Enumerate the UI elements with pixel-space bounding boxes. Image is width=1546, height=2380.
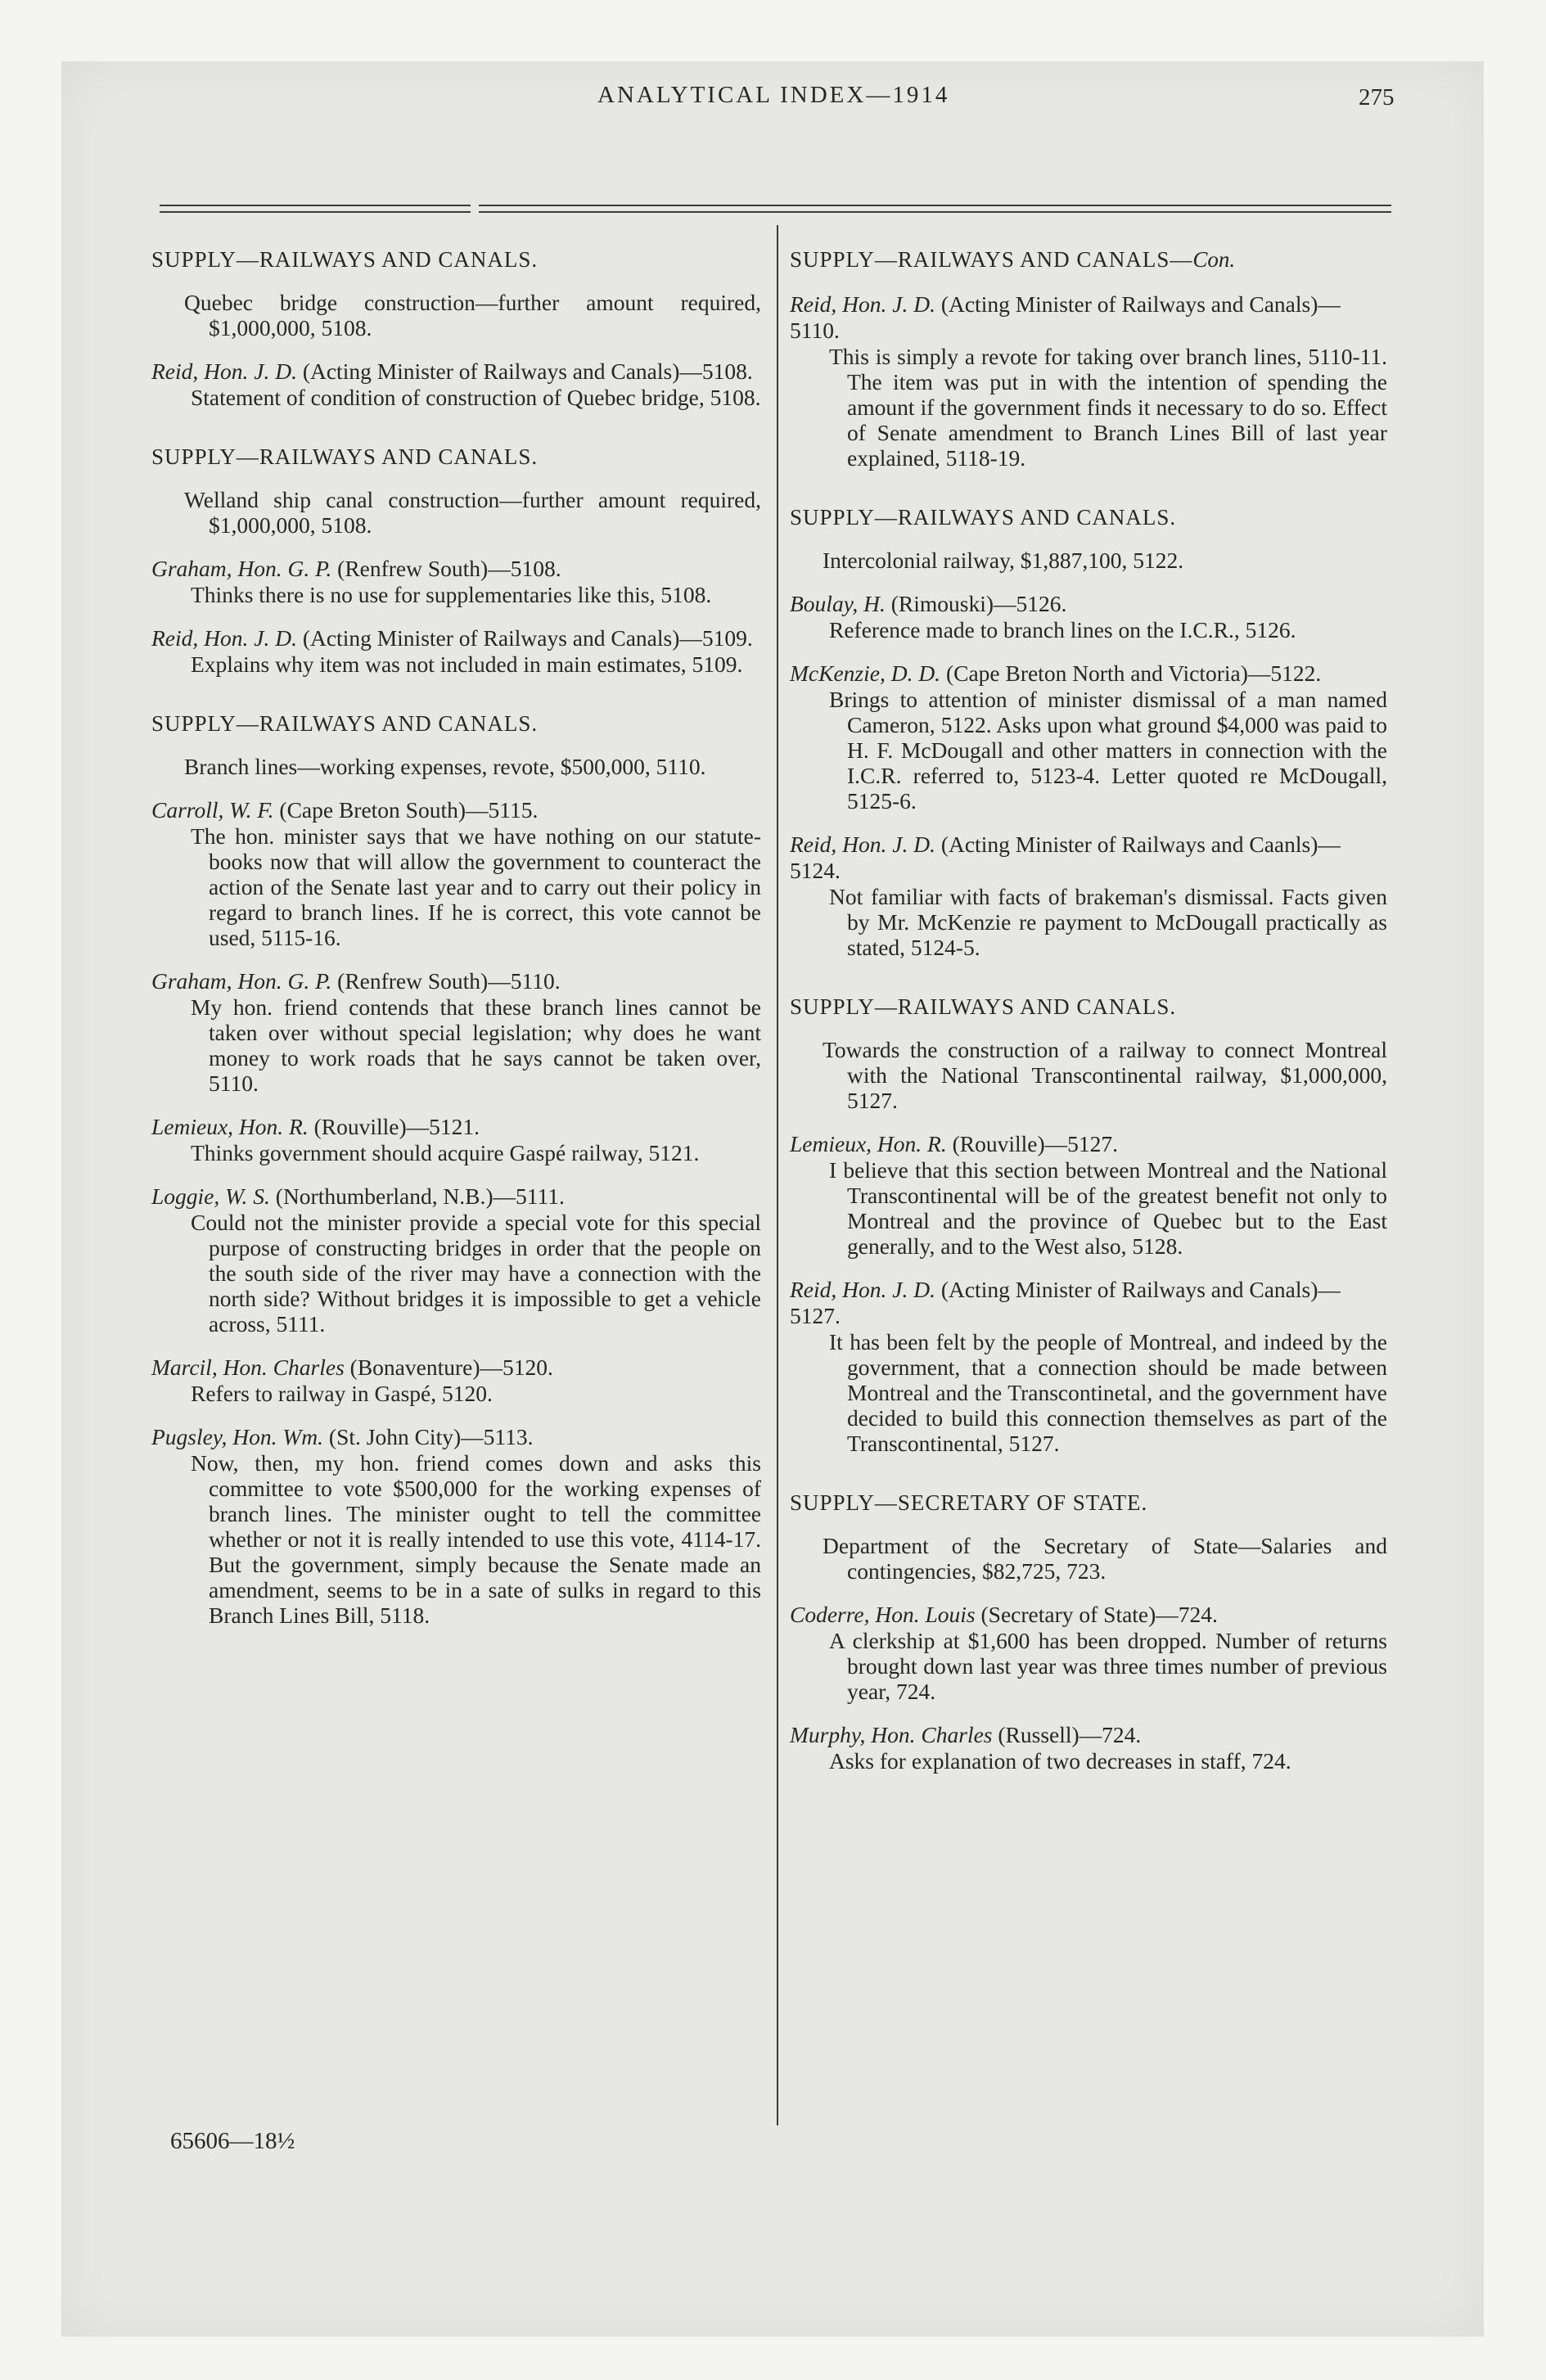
speaker-details: (Renfrew South)—5108.	[331, 556, 561, 581]
column-divider	[777, 225, 778, 2125]
speaker-entry	[151, 556, 761, 607]
supply-item: Branch lines—working expenses, revote, $500,000, 5110.	[184, 754, 706, 779]
section-heading-text: SUPPLY—RAILWAYS AND CANALS.	[790, 505, 1177, 530]
entry-summary: Not familiar with facts of brakeman's dismissal. Facts given by Mr. McKenzie re payment to McDougall practically as stated, 5124-5.	[829, 884, 1387, 960]
entry-summary: This is simply a revote for taking over branch lines, 5110-11. The item was put in with the intention of spending the amount if the government finds it necessary to do so. Effect of Senate amendment to Branch Lines Bill of last year explained, 5118-19.	[829, 344, 1387, 471]
speaker-details: (Acting Minister of Railways and Canals)—5109.	[296, 625, 753, 651]
running-title: ANALYTICAL INDEX—1914	[597, 82, 950, 108]
index-section	[790, 1489, 1387, 1774]
section-heading-text: SUPPLY—RAILWAYS AND CANALS—	[790, 247, 1193, 272]
speaker-details: (Rimouski)—5126.	[885, 591, 1067, 616]
supply-item: Department of the Secretary of State—Salaries and contingencies, $82,725, 723.	[823, 1533, 1387, 1584]
speaker-entry	[790, 1722, 1387, 1774]
entry-summary: Now, then, my hon. friend comes down and asks this committee to vote $500,000 for the working expenses of branch lines. The minister ought to tell the committee whether or not it is really intended to use this vote, 4114-17. But the government, simply because the Senate made an amendment, seems to be in a sate of sulks in regard to this Branch Lines Bill, 5118.	[191, 1450, 761, 1628]
supply-item: Welland ship canal construction—further amount required, $1,000,000, 5108.	[184, 487, 761, 538]
index-section	[790, 503, 1387, 960]
supply-item: Intercolonial railway, $1,887,100, 5122.	[823, 548, 1184, 573]
section-heading-text: SUPPLY—RAILWAYS AND CANALS.	[790, 994, 1177, 1019]
speaker-entry	[790, 1131, 1387, 1259]
printer-signature: 65606—18½	[170, 2128, 295, 2154]
speaker-entry	[790, 1277, 1387, 1456]
speaker-name: Lemieux, Hon. R.	[151, 1114, 309, 1139]
speaker-name: Coderre, Hon. Louis	[790, 1602, 976, 1627]
header-rule-left-bottom	[160, 211, 471, 213]
speaker-entry	[151, 797, 761, 950]
speaker-details: (Northumberland, N.B.)—5111.	[269, 1183, 565, 1209]
speaker-line	[151, 1114, 761, 1140]
section-heading	[790, 1489, 1387, 1517]
index-section	[151, 443, 761, 677]
supply-item: Towards the construction of a railway to connect Montreal with the National Transcontinental railway, $1,000,000, 5127.	[823, 1037, 1387, 1113]
speaker-name: Carroll, W. F.	[151, 797, 274, 823]
speaker-entry	[151, 358, 761, 410]
speaker-name: Reid, Hon. J. D.	[790, 291, 935, 317]
right-column	[790, 246, 1387, 1774]
speaker-line	[790, 1277, 1387, 1329]
speaker-details: (Acting Minister of Railways and Canals)—5108.	[296, 358, 753, 384]
speaker-entry	[151, 1424, 761, 1628]
page-number: 275	[1359, 84, 1395, 110]
section-heading-text: SUPPLY—RAILWAYS AND CANALS.	[151, 444, 539, 469]
speaker-line	[151, 1424, 761, 1450]
entry-summary: A clerkship at $1,600 has been dropped. Number of returns brought down last year was three times number of previous year, 724.	[829, 1628, 1387, 1704]
header-rule-right-top	[479, 205, 1391, 206]
speaker-line	[790, 1722, 1387, 1748]
entry-summary: I believe that this section between Montreal and the National Transcontinental will be of the greatest benefit not only to Montreal and the province of Quebec but to the East generally, and to the West also, 5128.	[829, 1157, 1387, 1259]
speaker-details: (Russell)—724.	[992, 1722, 1142, 1747]
speaker-details: (Secretary of State)—724.	[975, 1602, 1218, 1627]
speaker-entry	[790, 1602, 1387, 1704]
speaker-line	[790, 291, 1387, 344]
section-heading-text: SUPPLY—SECRETARY OF STATE.	[790, 1490, 1148, 1515]
speaker-details: (Rouville)—5127.	[946, 1131, 1118, 1156]
speaker-name: Boulay, H.	[790, 591, 886, 616]
section-heading-continued: Con.	[1192, 247, 1236, 272]
speaker-name: Reid, Hon. J. D.	[790, 1277, 935, 1302]
speaker-name: Lemieux, Hon. R.	[790, 1131, 947, 1156]
entry-summary: Thinks government should acquire Gaspé railway, 5121.	[191, 1140, 700, 1165]
left-column	[151, 246, 761, 1628]
index-section	[151, 246, 761, 410]
speaker-name: Murphy, Hon. Charles	[790, 1722, 993, 1747]
speaker-entry	[151, 1114, 761, 1165]
speaker-entry	[790, 660, 1387, 814]
speaker-details: (Acting Minister of Railways and Caanls)—5124.	[790, 832, 1341, 883]
index-section	[790, 246, 1387, 471]
index-section	[790, 993, 1387, 1456]
speaker-details: (Cape Breton North and Victoria)—5122.	[940, 660, 1322, 686]
speaker-name: Graham, Hon. G. P.	[151, 556, 332, 581]
header-rule-right-bottom	[479, 211, 1391, 213]
speaker-entry	[151, 968, 761, 1096]
entry-summary: Reference made to branch lines on the I.C.R., 5126.	[829, 617, 1296, 642]
speaker-line	[790, 832, 1387, 884]
speaker-entry	[790, 291, 1387, 471]
speaker-details: (Acting Minister of Railways and Canals)—5110.	[790, 291, 1341, 343]
entry-summary: Statement of condition of construction of Quebec bridge, 5108.	[191, 385, 761, 410]
speaker-details: (Acting Minister of Railways and Canals)—5127.	[790, 1277, 1341, 1328]
entry-summary: Thinks there is no use for supplementaries like this, 5108.	[191, 582, 712, 607]
speaker-name: Loggie, W. S.	[151, 1183, 270, 1209]
speaker-entry	[790, 832, 1387, 960]
header-rule-left-top	[160, 205, 471, 206]
section-heading-text: SUPPLY—RAILWAYS AND CANALS.	[151, 711, 539, 736]
speaker-line	[151, 797, 761, 823]
speaker-line	[151, 968, 761, 994]
speaker-entry	[151, 1183, 761, 1336]
supply-item: Quebec bridge construction—further amount required, $1,000,000, 5108.	[184, 290, 761, 340]
speaker-line	[790, 660, 1387, 687]
entry-summary: It has been felt by the people of Montreal, and indeed by the government, that a connection should be made between Montreal and the Transcontinetal, and the government have decided to build this connection themselves as part of the Transcontinental, 5127.	[829, 1329, 1387, 1456]
speaker-details: (Rouville)—5121.	[308, 1114, 480, 1139]
section-heading	[151, 443, 761, 471]
entry-summary: Could not the minister provide a special vote for this special purpose of constructing bridges in order that the people on the south side of the river may have a connection with the north side? Without bridges it is impossible to get a vehicle across, 5111.	[191, 1210, 761, 1336]
speaker-details: (Cape Breton South)—5115.	[273, 797, 539, 823]
speaker-name: Pugsley, Hon. Wm.	[151, 1424, 324, 1449]
speaker-details: (St. John City)—5113.	[323, 1424, 534, 1449]
section-heading	[151, 246, 761, 273]
speaker-entry	[151, 1355, 761, 1406]
speaker-line	[151, 556, 761, 582]
section-heading-text: SUPPLY—RAILWAYS AND CANALS.	[151, 247, 539, 272]
entry-summary: The hon. minister says that we have nothing on our statute-books now that will allow the government to counteract the action of the Senate last year and to carry out their policy in regard to branch lines. If he is correct, this vote cannot be used, 5115-16.	[191, 823, 761, 950]
speaker-name: Reid, Hon. J. D.	[151, 625, 297, 651]
section-heading	[790, 993, 1387, 1021]
speaker-line	[790, 591, 1387, 617]
entry-summary: Asks for explanation of two decreases in staff, 724.	[829, 1748, 1291, 1774]
speaker-line	[151, 1183, 761, 1210]
speaker-name: Graham, Hon. G. P.	[151, 968, 332, 994]
speaker-line	[151, 625, 761, 651]
speaker-line	[790, 1602, 1387, 1628]
entry-summary: My hon. friend contends that these branch lines cannot be taken over without special legislation; why does he want money to work roads that he says cannot be taken over, 5110.	[191, 994, 761, 1096]
speaker-name: Reid, Hon. J. D.	[790, 832, 935, 857]
speaker-line	[790, 1131, 1387, 1157]
speaker-name: Reid, Hon. J. D.	[151, 358, 297, 384]
index-section	[151, 710, 761, 1628]
speaker-details: (Renfrew South)—5110.	[331, 968, 561, 994]
speaker-name: Marcil, Hon. Charles	[151, 1355, 345, 1380]
entry-summary: Brings to attention of minister dismissal of a man named Cameron, 5122. Asks upon what ground $4,000 was paid to H. F. McDougall and other matters in connection with the I.C.R. referred to, 5123-4. Letter quoted re McDougall, 5125-6.	[829, 687, 1387, 814]
speaker-entry	[151, 625, 761, 677]
speaker-details: (Bonaventure)—5120.	[344, 1355, 553, 1380]
speaker-entry	[790, 591, 1387, 642]
section-heading	[151, 710, 761, 737]
speaker-line	[151, 358, 761, 385]
speaker-name: McKenzie, D. D.	[790, 660, 941, 686]
section-heading	[790, 246, 1387, 273]
entry-summary: Explains why item was not included in main estimates, 5109.	[191, 651, 743, 677]
entry-summary: Refers to railway in Gaspé, 5120.	[191, 1381, 493, 1406]
speaker-line	[151, 1355, 761, 1381]
section-heading	[790, 503, 1387, 531]
